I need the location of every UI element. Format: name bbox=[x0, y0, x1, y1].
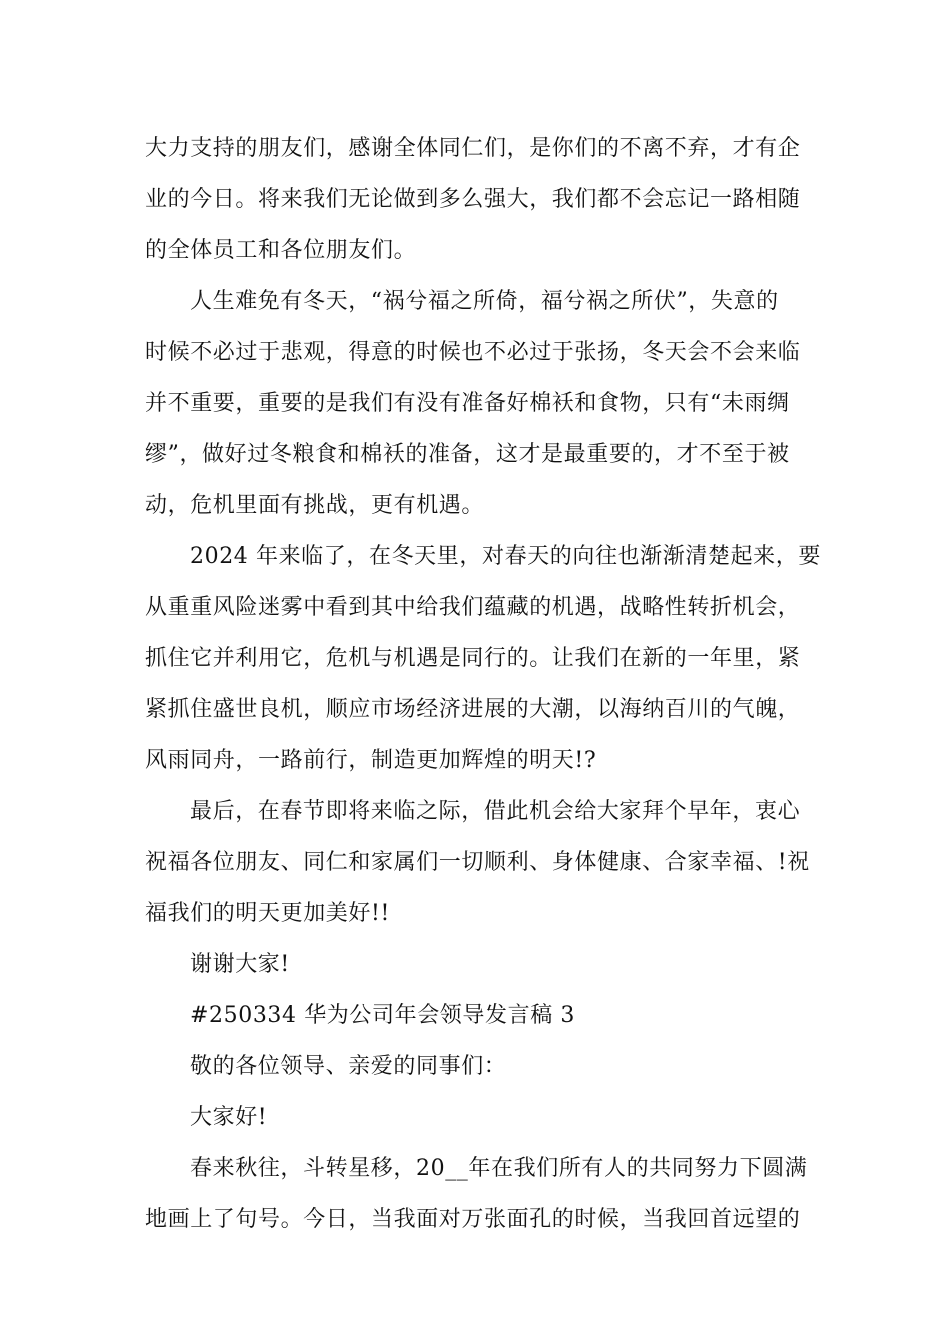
text-line: 时候不必过于悲观，得意的时候也不必过于张扬，冬天会不会来临 bbox=[145, 340, 801, 365]
text-line: 动，危机里面有挑战，更有机遇。 bbox=[145, 493, 485, 518]
text-line: 大家好! bbox=[190, 1105, 268, 1130]
text-line: 福我们的明天更加美好!! bbox=[145, 901, 390, 926]
text-line: 缪”，做好过冬粮食和棉袄的准备，这才是最重要的，才不至于被 bbox=[145, 442, 790, 467]
text-line: 大力支持的朋友们，感谢全体同仁们，是你们的不离不弃，才有企 bbox=[145, 136, 801, 161]
text-line: 紧抓住盛世良机，顺应市场经济进展的大潮，以海纳百川的气魄， bbox=[145, 697, 801, 722]
text-line: 人生难免有冬天，“祸兮福之所倚，福兮祸之所伏”，失意的 bbox=[190, 289, 779, 314]
text-line: 地画上了句号。今日，当我面对万张面孔的时候，当我回首远望的 bbox=[145, 1207, 801, 1232]
section-heading: #250334 华为公司年会领导发言稿 3 bbox=[190, 1003, 576, 1028]
text-line: 谢谢大家! bbox=[190, 952, 290, 977]
text-line: 祝福各位朋友、同仁和家属们一切顺利、身体健康、合家幸福、!祝 bbox=[145, 850, 810, 875]
text-line: 春来秋往，斗转星移，20__年在我们所有人的共同努力下圆满 bbox=[190, 1156, 808, 1181]
text-line: 业的今日。将来我们无论做到多么强大，我们都不会忘记一路相随 bbox=[145, 187, 801, 212]
text-line: 抓住它并利用它，危机与机遇是同行的。让我们在新的一年里，紧 bbox=[145, 646, 801, 671]
text-line: 2024 年来临了，在冬天里，对春天的向往也渐渐清楚起来，要 bbox=[190, 544, 821, 569]
text-line: 风雨同舟，一路前行，制造更加辉煌的明天!? bbox=[145, 748, 597, 773]
text-line: 从重重风险迷雾中看到其中给我们蕴藏的机遇，战略性转折机会， bbox=[145, 595, 801, 620]
text-line: 敬的各位领导、亲爱的同事们： bbox=[190, 1054, 507, 1079]
text-line: 的全体员工和各位朋友们。 bbox=[145, 238, 417, 263]
text-line: 最后，在春节即将来临之际，借此机会给大家拜个早年，衷心 bbox=[190, 799, 801, 824]
text-line: 并不重要，重要的是我们有没有准备好棉袄和食物，只有“未雨绸 bbox=[145, 391, 790, 416]
